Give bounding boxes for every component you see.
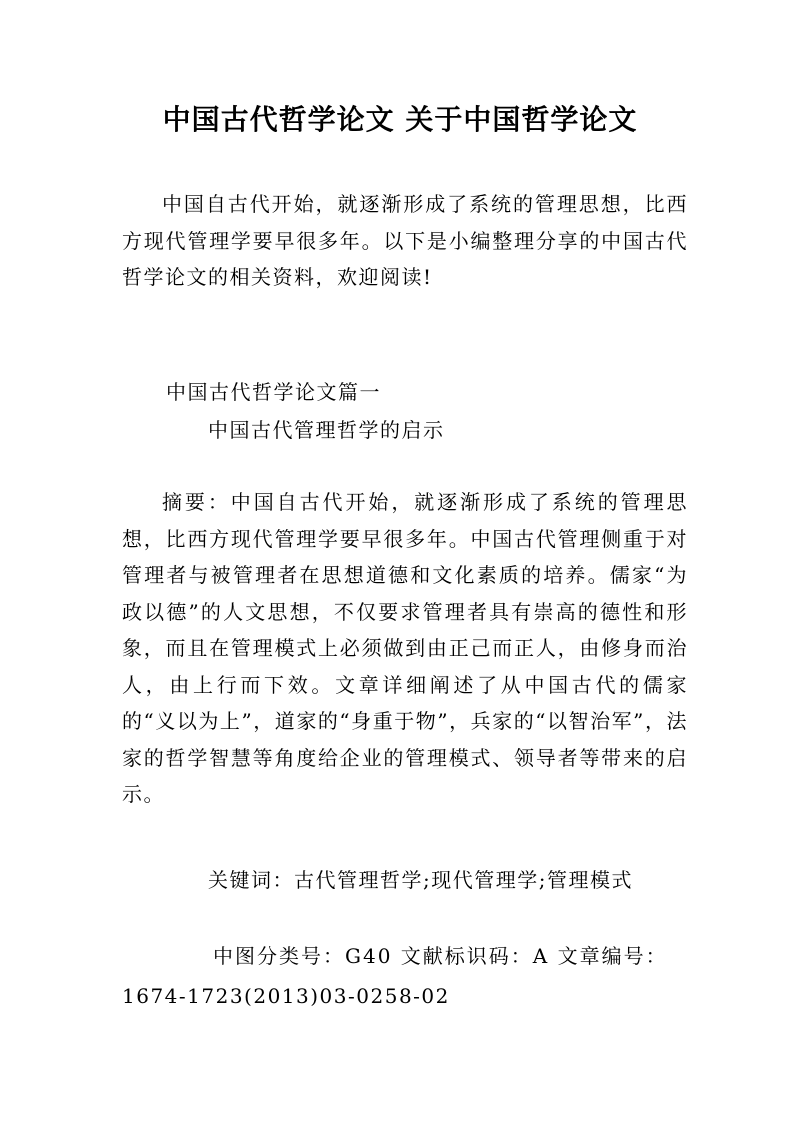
keywords-line: 关键词：古代管理哲学;现代管理学;管理模式: [208, 868, 633, 892]
intro-paragraph: 中国自古代开始，就逐渐形成了系统的管理思想，比西方现代管理学要早很多年。以下是小编整理分享的中国古代哲学论文的相关资料，欢迎阅读!: [122, 192, 688, 289]
article-number: 1674-1723(2013)03-0258-02: [122, 984, 450, 1008]
abstract-paragraph: 摘要：中国自古代开始，就逐渐形成了系统的管理思想，比西方现代管理学要早很多年。中国古代管理侧重于对管理者与被管理者在思想道德和文化素质的培养。儒家“为政以德”的人文思想，不仅要求管理者具有崇高的德性和形象，而且在管理模式上必须做到由正己而正人，由修身而治人，由上行而下效。文章详细阐述了从中国古代的儒家的“义以为上”，道家的“身重于物”，兵家的“以智治军”，法家的哲学智慧等角度给企业的管理模式、领导者等带来的启示。: [122, 490, 688, 806]
article-title: 中国古代管理哲学的启示: [208, 418, 445, 442]
section-heading: 中国古代哲学论文篇一: [166, 380, 381, 404]
classification-line: 中图分类号：G40 文献标识码：A 文章编号：: [213, 944, 668, 968]
document-title: 中国古代哲学论文 关于中国哲学论文: [162, 103, 638, 136]
